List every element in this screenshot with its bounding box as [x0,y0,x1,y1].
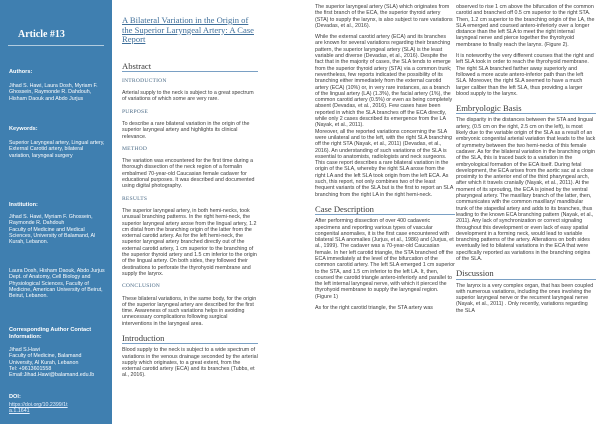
abstract-results: The superior laryngeal artery, in both hemi-necks, took unusual branching patterns. In the right hemi-neck, the superior laryngeal artery arose from the lingual artery, 1.2 cm distal from the branching origin of the latter from the external carotid artery. As for the left hemi-neck, the superior laryngeal artery branched directly out of the external carotid artery, 1 cm superior to the branching of the superior thyroid artery and 1.5 cm inferior to the origin of the lingual artery. On both sides, they followed their destinations to perforate the thyrohyoid membrane and supply the larynx. [122,207,257,277]
institution-1: Jihad S. Hawi, Myriam F. Ghossein, Raymonde R. Dahdouh Faculty of Medicine and Medical Sciences, University of Balamand, Al Kurah, Lebanon. [9,214,96,246]
col2-paragraph-1: The superior laryngeal artery (SLA) which originates from the first branch of the ECA, the superior thyroid artery (STA) to supply the larynx, is also subject to rare variations (Devadas, et al., 2016). [315,4,453,29]
discussion-heading: Discussion [456,270,596,279]
corresponding-label: Corresponding Author Contact Information: [9,327,92,340]
corresponding-text: Jihad S.Hawi Faculty of Medicine, Balamand University, Al Kurah, Lebanon Tel: +9613601558 Email:Jihad.Hawi@balamand.edu.lb [9,347,95,379]
col3-paragraph-4: The larynx is a very complex organ, that has been coupled with numerous variations, including the ones involving the superior laryngeal nerve or the recurrent laryngeal nerve (Nayak, et al., 2011) . Only recently, variations regarding the SLA [456,282,594,314]
column-3 [456,4,596,319]
introduction-heading: Introduction [122,335,258,344]
col2-paragraph-2: While the external carotid artery (ECA) and its branches are known for several variations regarding their branching pattern, the superior laryngeal artery (SLA) is the least variable and diverse (Devadas, et al., 2016). Despite the fact that in the majority of cases, the SLA tends to emerge from the superior thyroid artery (STA) via a common trunk; nevertheless, few reports indicated the possibility of its branching either immediately from the external carotid artery (ECA) (10%) or, in very rare instances, as a branch of the lingual artery (LA) (1.3%), the facial artery (1%), the common carotid artery (0.5%) or even as being completely absent (Devadas, et al., 2016). Few cases have been reported in which the SLA branches off the ECA directly, while only 2 cases described its emergence from the LA (Nayak, et al., 2011). Moreover, all the reported variations concerning the SLA were unilateral and to the left, with the right SLA branching off the right STA (Nayak, et al., 2011) (Devadas, et al., 2016). An understanding of such variations of the SLA is essential to anatomists, radiologists and neck surgeons. This case report describes a rare bilateral variation in the origin of the SLA, whereby the right SLA arose from the right LA and the left SLA took origin from the left ECA. As such, this report, not only combines two of the least frequent variants of the SLA but is the first to report an SLA branching from the right LA in the right hemi-neck. [315,34,454,198]
method-label: METHOD [122,145,148,152]
case-paragraph-2: As for the right carotid triangle, the STA artery was [315,305,433,312]
doi-link[interactable]: https://doi.org/10.2399/1ta.1.1641 [9,402,68,415]
sidebar [0,0,112,424]
abstract-conclusion: These bilateral variations, in the same body, for the origin of the superior laryngeal artery are described for the first time. Awareness of such variations helps in avoiding unnecessary complications following surgical interventions in the laryngeal area. [122,295,257,327]
abstract-purpose: To describe a rare bilateral variation in the origin of the superior laryngeal artery and highlights its clinical relevance. [122,120,250,140]
purpose-label: PURPOSE [122,108,148,115]
intro-paragraph: Blood supply to the neck is subject to a wide spectrum of variations in the venous drainage seconded by the arterial supply which originates, to a great extent, from the external carotid artery (ECA) and its branches (Tubbs, et al., 2016). [122,347,258,379]
abstract-heading: Abstract [122,63,258,72]
article-number: Article #13 [18,29,65,40]
col3-paragraph-2: It is noteworthy the very different courses that the right and left SLA took in order to reach the thyrohyoid membrane. The right SLA branched farther away superiorly and followed a more acute antero-inferior path than the left SLA. Moreover, the right SLA seemed to have a much larger caliber than the left SLA, thus providing a larger blood supply to the larynx. [456,53,594,97]
institution-2: Laura Dosh, Hisham Daouk, Abdo Jurjus Dept. of Anatomy, Cell Biology and Physiological Sciences, Faculty of Medicine, American University of Beirut, Beirut, Lebanon. [9,268,105,300]
authors-text: Jihad S. Hawi, Laura Dosh, Myriam F. Ghossein, Raymonde R. Dahdouh, Hisham Daouk and Abdo Jurjus [9,83,98,102]
doi-label: DOI: [9,394,21,400]
abstract-method: The variation was encountered for the first time during a thorough dissection of the neck region of a formalin embalmed 70-year-old Caucasian female cadaver for educational purposes. It was described and documented using digital photography. [122,158,255,190]
embryologic-heading: Embryologic Basis [456,105,596,114]
introduction-label: INTRODUCTION [122,77,167,84]
keywords-text: Superior Laryngeal artery, Lingual artery, External Carotid artery, bilateral variation, laryngeal surgery [9,140,105,159]
case-heading: Case Description [315,206,455,215]
divider [8,45,104,46]
results-label: RESULTS [122,195,148,202]
col3-paragraph-3: The disparity in the distances between the STA and lingual artery, (0.5 cm on the right, 2.5 cm on the left), is most likely due to the variable origin of the SLA as a result of an embryonic congenital arterial variation that leads to the lack of symmetry between the two hemi-necks of this female cadaver. As for the bilateral variation in the branching origin of the SLA, this is traced back to a variation in the embryological formation of the ECA itself. During fetal development, the ECA arises from the aortic sac at a close proximity to the anterior end of the third pharyngeal arch, after which it travels cranially (Nayak, et al., 2011). At the moment of its sprouting, the ECA is joined by the ventral pharyngeal artery. The maxillary branch of the latter, then, communicates with the common maxillary/ mandibular trunk of the stapedial artery and adds to its branches, thus leading to the known ECA branching pattern (Nayak, et al., 2011). Any lack of synchronization or correct signaling throughout this development or even lack of easy spatial development in a forming neck, would lead to variable branching patterns of the artery. Alterations on both sides eventually led to bilateral variations in the ECA that were specifically reported as variations in the branching origins of the SLA. [456,117,596,262]
col3-paragraph-1: observed to rise 1 cm above the bifurcation of the common carotid and branched off 0.5 cm superior to the right STA. Then, 1.2 cm superior to the branching origin of the LA, the SLA emerged and coursed antero-inferiorly over a longer distance than the left SLA to meet the right internal laryngeal nerve and pierce together the thyrohyoid membrane to finally reach the larynx. (Figure 2). [456,4,595,48]
authors-label: Authors: [9,69,33,75]
keywords-label: Keywords: [9,126,38,132]
institution-label: Institution: [9,202,38,208]
article-title[interactable]: A Bilateral Variation in the Origin of the Superior Laryngeal Artery: A Case Report [122,15,254,44]
column-2 [315,4,455,316]
column-1 [122,0,258,384]
conclusion-label: CONCLUSION [122,283,161,290]
case-paragraph-1: After performing dissection of over 400 cadaveric specimens and reporting various types of vascular congenital anomalies, it is the first case encountered with bilateral SLA anomalies (Jurjus, et al., 1986) and (Jurjus, et al., 1999). The cadaver was a 70-year-old Caucasian female. In her left carotid triangle, the STA branched off the ECA immediately at the level of the bifurcation of the common carotid artery. The left SLA emerged 1 cm superior to the STA, and 1.5 cm inferior to the left LA. It, then, coursed the carotid triangle antero-inferiorly and parallel to the left internal laryngeal nerve, with which it pierced the thyrohyoid membrane to supply the laryngeal region. (Figure 1) [315,218,455,300]
abstract-intro: Arterial supply to the neck is subject to a great spectrum of variations of which some are very rare. [122,90,254,103]
